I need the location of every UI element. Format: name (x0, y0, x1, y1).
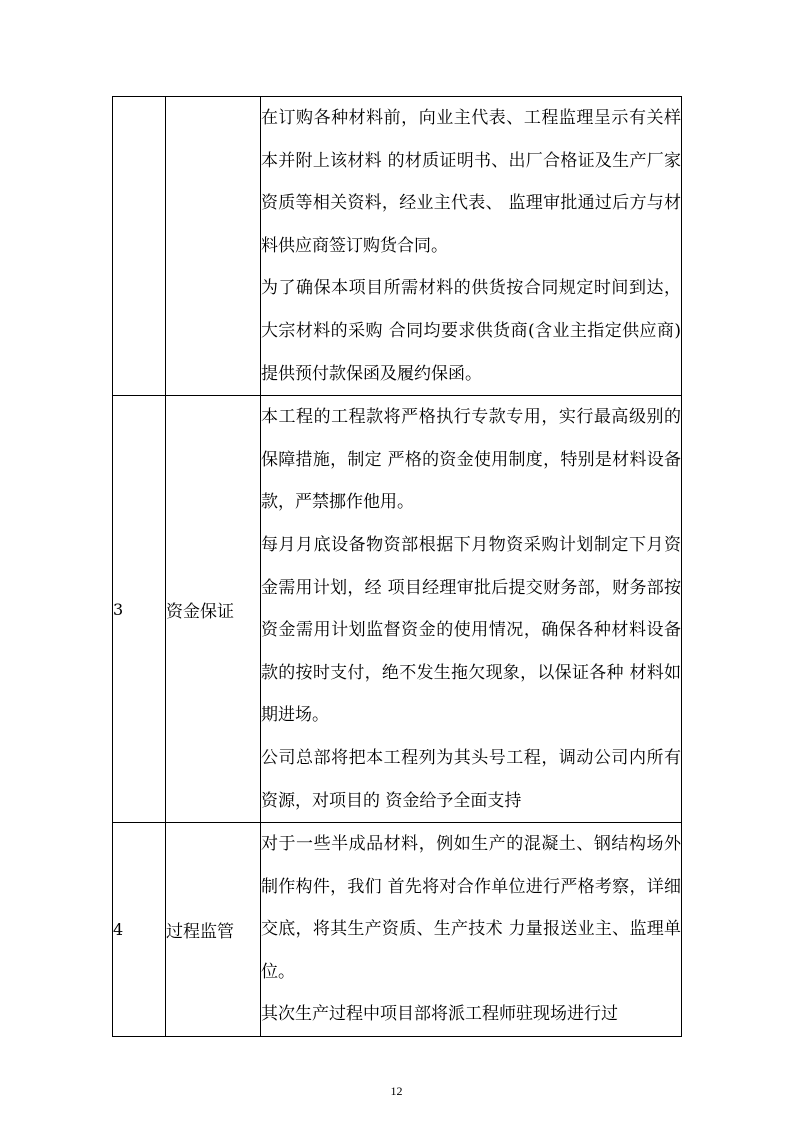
paragraph: 公司总部将把本工程列为其头号工程，调动公司内所有资源，对项目的 资金给予全面支持 (261, 747, 681, 811)
plan-table (112, 96, 682, 1037)
row-number: 3 (113, 396, 166, 823)
paragraph: 对于一些半成品材料，例如生产的混凝土、钢结构场外制作构件，我们 首先将对合作单位进行严格考察，详细交底，将其生产资质、生产技术 力量报送业主、监理单位。 (261, 834, 681, 982)
paragraph: 为了确保本项目所需材料的供货按合同规定时间到达，大宗材料的采购 合同均要求供货商(含业主指定供应商)提供预付款保函及履约保函。 (261, 278, 681, 384)
row-category (166, 97, 261, 396)
row-description (261, 823, 682, 1037)
table-row (113, 823, 682, 1037)
paragraph: 本工程的工程款将严格执行专款专用，实行最高级别的保障措施，制定 严格的资金使用制度，特别是材料设备款，严禁挪作他用。 (261, 407, 681, 513)
row-number: 4 (113, 823, 166, 1037)
row-description (261, 97, 682, 396)
table-row (113, 97, 682, 396)
table-row (113, 396, 682, 823)
row-category: 资金保证 (166, 396, 261, 823)
paragraph: 其次生产过程中项目部将派工程师驻现场进行过 (261, 1004, 618, 1025)
page-number: 12 (390, 1084, 403, 1098)
row-category: 过程监管 (166, 823, 261, 1037)
row-description (261, 396, 682, 823)
paragraph: 每月月底设备物资部根据下月物资采购计划制定下月资金需用计划，经 项目经理审批后提交财务部，财务部按资金需用计划监督资金的使用情况，确保各种材料设备款的按时支付，绝不发生拖欠现象，以保证各种 材料如期进场。 (261, 534, 681, 726)
row-number (113, 97, 166, 396)
paragraph: 在订购各种材料前，向业主代表、工程监理呈示有关样本并附上该材料 的材质证明书、出厂合格证及生产厂家资质等相关资料，经业主代表、 监理审批通过后方与材料供应商签订购货合同。 (261, 108, 681, 256)
